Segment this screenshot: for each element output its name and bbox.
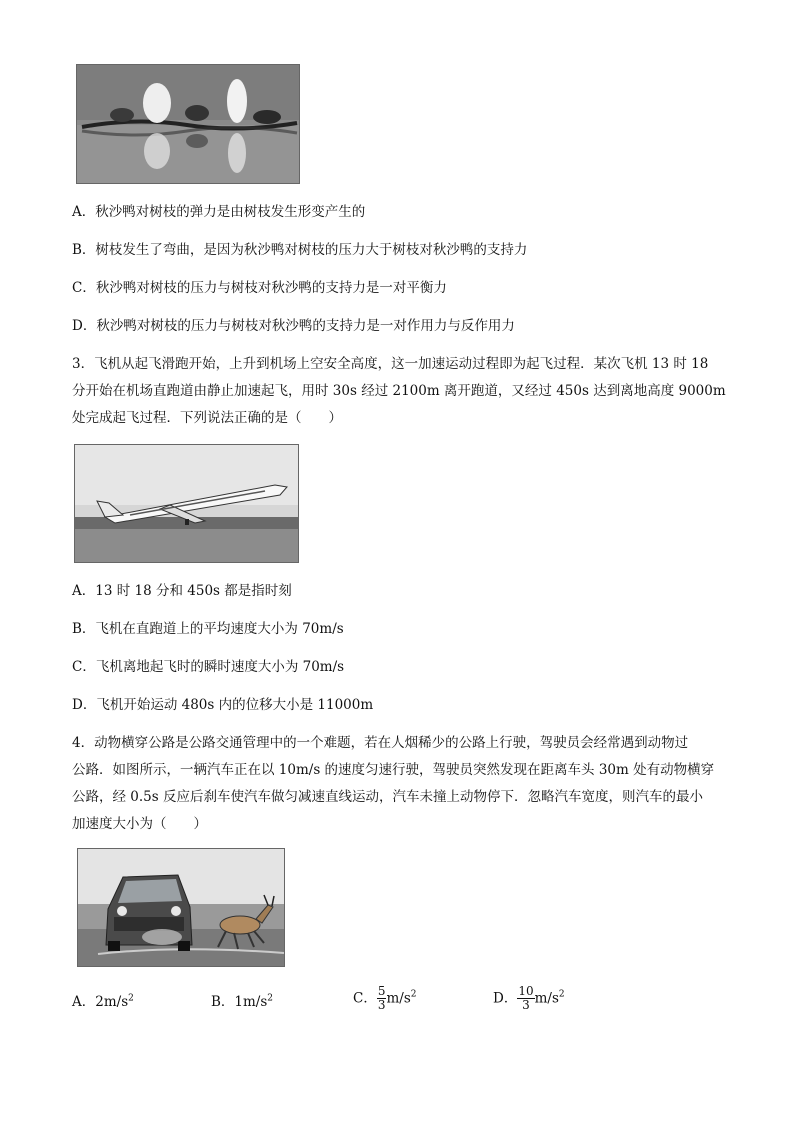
- q4-option-d: [493, 985, 565, 1012]
- q4-option-d-numerator: 10: [518, 984, 534, 998]
- q4-stem-line-2: 公路．如图所示，一辆汽车正在以 10m/s 的速度匀速行驶，驾驶员突然发现在距离车头 30m 处有动物横穿: [72, 762, 715, 778]
- q4-option-c: [353, 985, 417, 1012]
- q4-option-a: [72, 994, 134, 1010]
- q4-option-d-exponent: 2: [558, 989, 565, 1000]
- car-and-antelope-photo: [77, 848, 285, 967]
- q2-option-a: A．秋沙鸭对树枝的弹力是由树枝发生形变产生的: [72, 204, 366, 220]
- q2-option-c: C．秋沙鸭对树枝的压力与树枝对秋沙鸭的支持力是一对平衡力: [72, 280, 447, 296]
- q3-option-a: A．13 时 18 分和 450s 都是指时刻: [72, 583, 292, 599]
- q4-option-c-numerator: 5: [377, 984, 386, 998]
- q4-option-d-fraction: [517, 985, 534, 1012]
- q4-option-c-denominator: 3: [377, 998, 386, 1012]
- q4-option-c-label: C．: [353, 990, 377, 1007]
- q3-option-d: D．飞机开始运动 480s 内的位移大小是 11000m: [72, 697, 374, 713]
- q2-option-b: B．树枝发生了弯曲，是因为秋沙鸭对树枝的压力大于树枝对秋沙鸭的支持力: [72, 242, 528, 258]
- q4-option-a-value: 2m/s: [95, 994, 129, 1010]
- airplane-takeoff-photo: [74, 444, 299, 563]
- q4-option-a-exponent: 2: [128, 993, 134, 1004]
- q4-option-b-value: 1m/s: [234, 994, 268, 1010]
- q4-option-b: [211, 994, 273, 1010]
- q4-option-c-exponent: 2: [410, 989, 417, 1000]
- q4-option-c-unit: m/s: [386, 990, 411, 1007]
- q4-option-d-unit: m/s: [534, 990, 559, 1007]
- q4-stem-line-3: 公路，经 0.5s 反应后刹车使汽车做匀减速直线运动，汽车未撞上动物停下．忽略汽车宽度，则汽车的最小: [72, 789, 703, 805]
- q3-stem-line-1: 3．飞机从起飞滑跑开始，上升到机场上空安全高度，这一加速运动过程即为起飞过程．某次飞机 13 时 18: [72, 356, 709, 372]
- ducks-on-branch-photo: [76, 64, 300, 184]
- q4-option-a-label: A．: [72, 994, 96, 1010]
- q3-stem-line-3: 处完成起飞过程．下列说法正确的是（ ）: [72, 410, 342, 426]
- q4-stem-line-4: 加速度大小为（ ）: [72, 816, 207, 832]
- q4-stem-line-1: 4．动物横穿公路是公路交通管理中的一个难题，若在人烟稀少的公路上行驶，驾驶员会经常遇到动物过: [72, 735, 689, 751]
- q4-option-d-label: D．: [493, 990, 518, 1007]
- q2-option-d: D．秋沙鸭对树枝的压力与树枝对秋沙鸭的支持力是一对作用力与反作用力: [72, 318, 515, 334]
- q3-option-b: B．飞机在直跑道上的平均速度大小为 70m/s: [72, 621, 344, 637]
- q4-option-d-denominator: 3: [522, 998, 530, 1012]
- q4-option-b-label: B．: [211, 994, 235, 1010]
- q3-stem-line-2: 分开始在机场直跑道由静止加速起飞，用时 30s 经过 2100m 离开跑道，又经过 450s 达到离地高度 9000m: [72, 383, 726, 399]
- q3-option-c: C．飞机离地起飞时的瞬时速度大小为 70m/s: [72, 659, 345, 675]
- q4-option-b-exponent: 2: [267, 993, 274, 1004]
